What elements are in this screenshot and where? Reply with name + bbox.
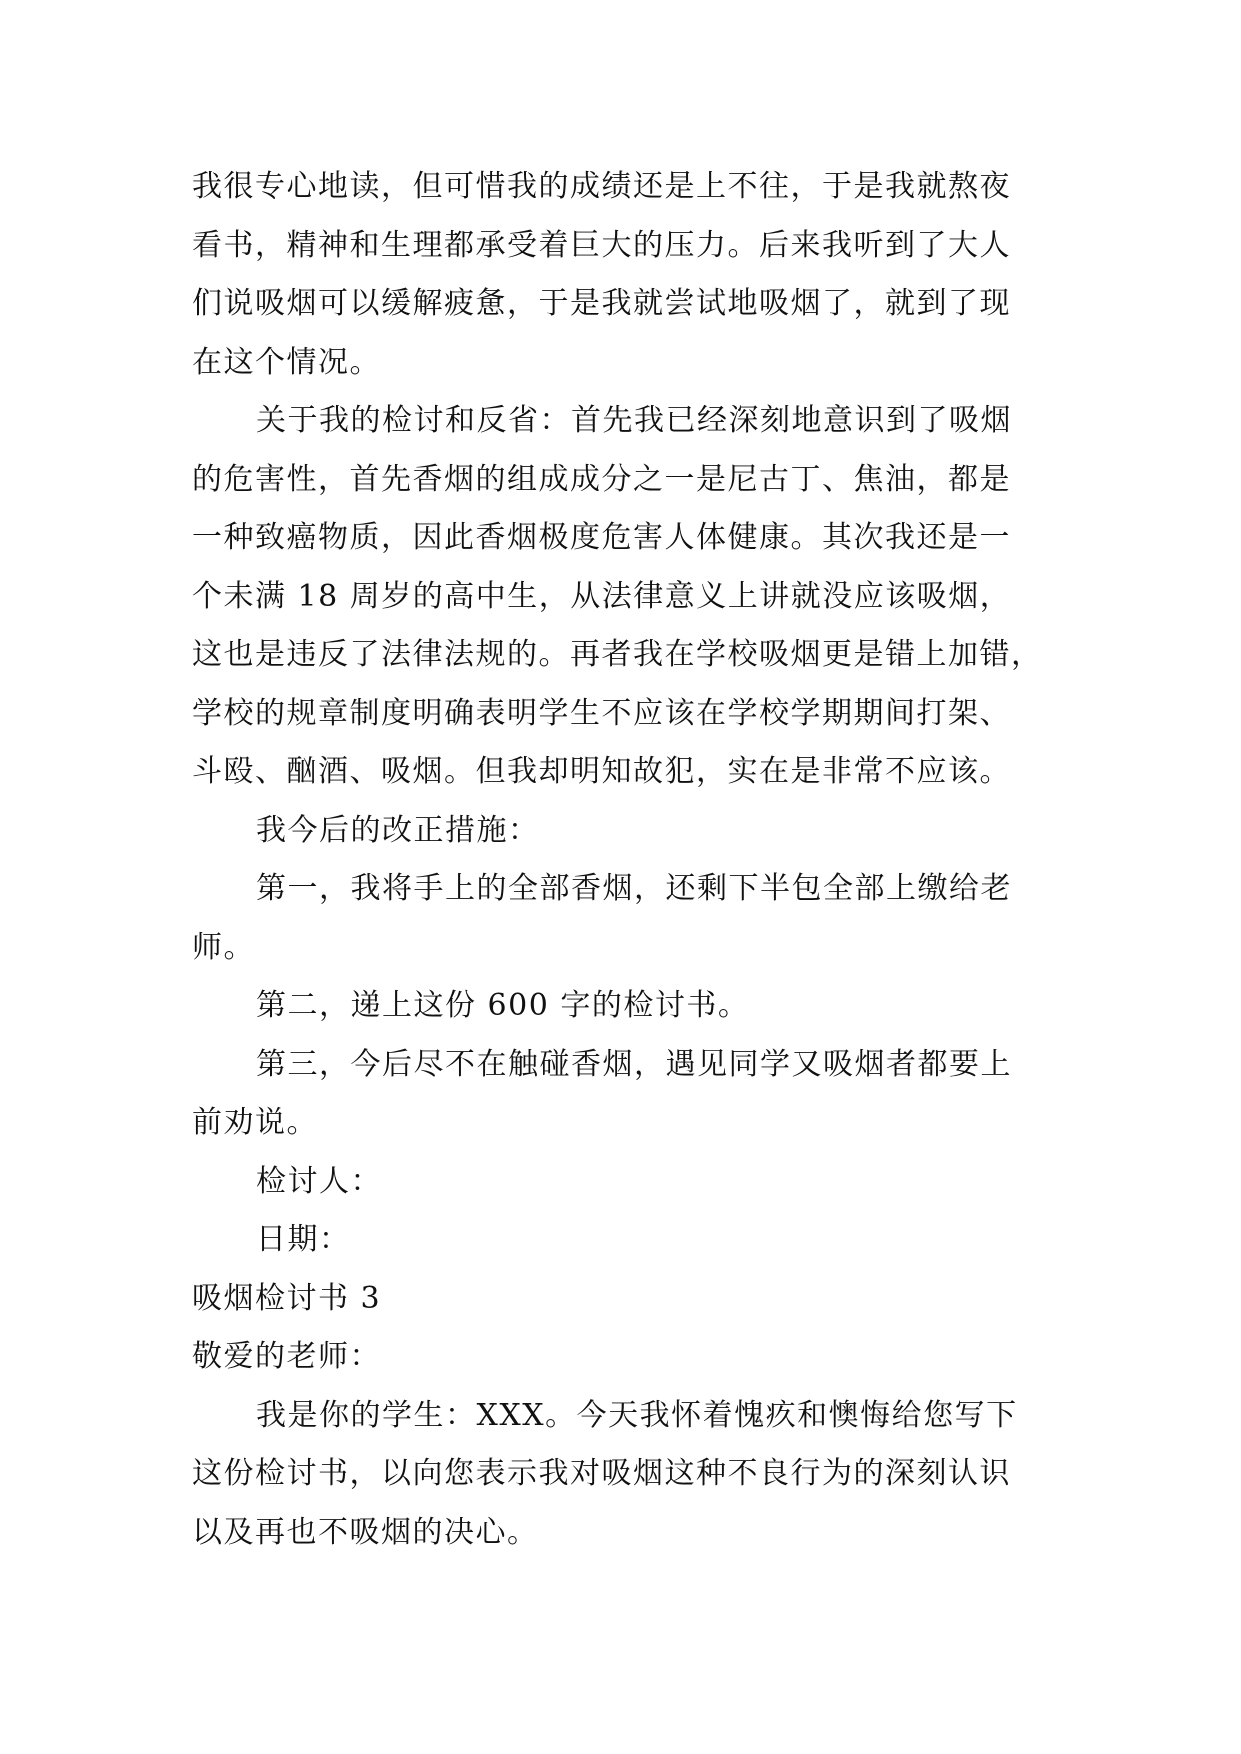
text-line: 们说吸烟可以缓解疲惫，于是我就尝试地吸烟了，就到了现 <box>192 286 1011 321</box>
text-line: 一种致癌物质，因此香烟极度危害人体健康。其次我还是一 <box>192 520 1011 555</box>
text-line: 在这个情况。 <box>192 344 381 380</box>
document-body <box>192 158 1072 1562</box>
date-label: 日期： <box>256 1222 351 1257</box>
text-line: 我很专心地读，但可惜我的成绩还是上不往，于是我就熬夜 <box>192 169 1011 204</box>
text-line: 师。 <box>192 929 255 965</box>
salutation: 敬爱的老师： <box>192 1339 381 1374</box>
paragraph-start-line: 第三，今后尽不在触碰香烟，遇见同学又吸烟者都要上 <box>256 1046 1012 1082</box>
paragraph-start-line: 第一，我将手上的全部香烟，还剩下半包全部上缴给老 <box>256 871 1012 906</box>
section-heading-line: 我今后的改正措施： <box>256 812 540 848</box>
text-line: 斗殴、酗酒、吸烟。但我却明知故犯，实在是非常不应该。 <box>192 754 1011 789</box>
text-line: 学校的规章制度明确表明学生不应该在学校学期期间打架、 <box>192 695 1011 731</box>
text-line: 个未满 18 周岁的高中生，从法律意义上讲就没应该吸烟， <box>192 578 1012 614</box>
paragraph-start-line: 关于我的检讨和反省：首先我已经深刻地意识到了吸烟 <box>256 403 1012 438</box>
text-line: 的危害性，首先香烟的组成成分之一是尼古丁、焦油，都是 <box>192 461 1011 497</box>
text-line: 这份检讨书，以向您表示我对吸烟这种不良行为的深刻认识 <box>192 1456 1011 1491</box>
text-line: 这也是违反了法律法规的。再者我在学校吸烟更是错上加错， <box>192 637 1043 672</box>
paragraph-start-line: 第二，递上这份 600 字的检讨书。 <box>256 988 750 1023</box>
paragraph-start-line: 我是你的学生：XXX。今天我怀着愧疚和懊悔给您写下 <box>256 1397 1018 1433</box>
text-line: 前劝说。 <box>192 1105 318 1140</box>
document-title: 吸烟检讨书 3 <box>192 1280 382 1316</box>
text-line: 以及再也不吸烟的决心。 <box>192 1514 539 1550</box>
text-line: 看书，精神和生理都承受着巨大的压力。后来我听到了大人 <box>192 227 1011 263</box>
signature-label: 检讨人： <box>256 1163 382 1199</box>
